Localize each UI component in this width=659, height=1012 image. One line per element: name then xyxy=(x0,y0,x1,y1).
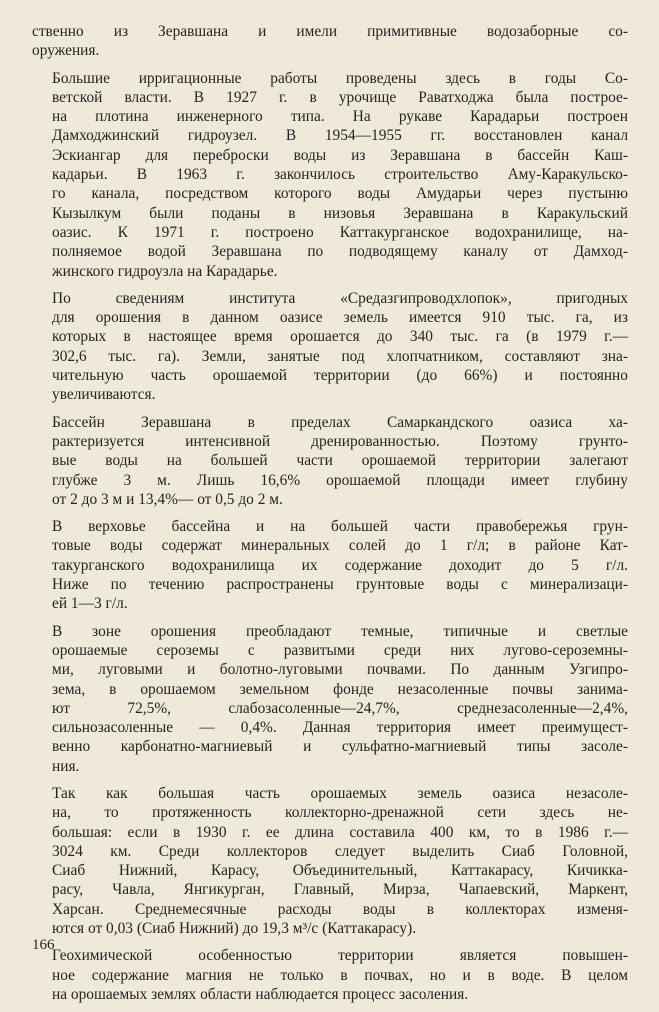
text-line: которых в настоящее время орошается до 340 тыс. га (в 1979 г.— xyxy=(52,328,628,346)
text-line: ют 72,5%, слабозасоленные—24,7%, среднезасоленные—2,4%, xyxy=(52,699,628,717)
paragraph xyxy=(32,289,628,405)
text-line: от 2 до 3 м и 13,4%— от 0,5 до 2 м. xyxy=(52,490,283,508)
text-line: такурганского водохранилища их содержание доходит до 5 г/л. xyxy=(52,556,628,574)
text-line: вые воды на большей части орошаемой территории залегают xyxy=(52,452,628,470)
text-line: на, то протяженность коллекторно-дренажной сети здесь не- xyxy=(52,804,628,822)
text-line: глубже 3 м. Лишь 16,6% орошаемой площади имеет глубину xyxy=(52,471,628,489)
paragraph xyxy=(32,622,628,776)
page-body xyxy=(32,22,628,1012)
text-line: ное содержание магния не только в почвах, но и в воде. В целом xyxy=(52,966,628,984)
text-line: 3024 км. Среди коллекторов следует выделить Сиаб Головной, xyxy=(52,842,628,860)
text-line: на орошаемых землях области наблюдается процесс засоления. xyxy=(52,985,469,1003)
paragraph xyxy=(32,946,628,1004)
text-line: расу, Чавла, Янгикурган, Главный, Мирза, Чапаевский, Маркент, xyxy=(52,881,628,899)
text-line: ственно из Зеравшана и имели примитивные водозаборные со- xyxy=(32,23,628,40)
paragraph xyxy=(32,69,628,281)
paragraph xyxy=(32,22,628,61)
text-line: товые воды содержат минеральных солей до 1 г/л; в районе Кат- xyxy=(52,537,628,555)
text-line: Большие ирригационные работы проведены здесь в годы Со- xyxy=(52,69,628,87)
text-line: рактеризуется интенсивной дренированностью. Поэтому грунто- xyxy=(52,432,628,450)
text-line: орошаемые сероземы с развитыми среди них лугово-сероземны- xyxy=(52,641,628,659)
text-line: В верховье бассейна и на большей части правобережья грун- xyxy=(52,518,628,536)
text-line: зема, в орошаемом земельном фонде незасоленные почвы занима- xyxy=(52,680,628,698)
text-line: Геохимической особенностью территории является повышен- xyxy=(52,947,628,965)
text-line: Бассейн Зеравшана в пределах Самаркандского оазиса ха- xyxy=(52,413,628,431)
text-line: для орошения в данном оазисе земель имеется 910 тыс. га, из xyxy=(52,309,628,327)
text-line: Дамходжинский гидроузел. В 1954—1955 гг. восстановлен канал xyxy=(52,127,628,145)
text-line: жинского гидроузла на Карадарье. xyxy=(52,262,278,280)
text-line: на плотина инженерного типа. На рукаве Карадарьи построен xyxy=(52,108,628,126)
text-line: ния. xyxy=(52,757,80,775)
text-line: чительную часть орошаемой территории (до 66%) и постоянно xyxy=(52,367,628,385)
paragraph xyxy=(32,413,628,509)
text-line: ются от 0,03 (Сиаб Нижний) до 19,3 м³/с (Каттакарасу). xyxy=(52,920,417,938)
text-line: Кызылкум были поданы в низовья Зеравшана в Каракульский xyxy=(52,204,628,222)
text-line: большая: если в 1930 г. ее длина составила 400 км, то в 1986 г.— xyxy=(52,823,628,841)
text-line: Так как большая часть орошаемых земель оазиса незасоле- xyxy=(52,784,628,802)
text-line: кадарьи. В 1963 г. закончилось строительство Аму-Каракульско- xyxy=(52,166,628,184)
text-line: 302,6 тыс. га). Земли, занятые под хлопчатником, составляют зна- xyxy=(52,347,628,365)
text-line: ветской власти. В 1927 г. в урочище Раватходжа была построе- xyxy=(52,88,628,106)
text-line: полняемое водой Зеравшана по подводящему каналу от Дамход- xyxy=(52,243,628,261)
text-line: Харсан. Среднемесячные расходы воды в коллекторах изменя- xyxy=(52,900,628,918)
paragraph xyxy=(32,517,628,613)
text-line: го канала, посредством которого воды Амударьи через пустыню xyxy=(52,185,628,203)
text-line: оружения. xyxy=(32,42,100,60)
text-line: сильнозасоленные — 0,4%. Данная территория имеет преимущест- xyxy=(52,719,628,737)
text-line: По сведениям института «Средазгипроводхлопок», пригодных xyxy=(52,289,628,307)
text-line: ей 1—3 г/л. xyxy=(52,595,128,613)
text-line: увеличиваются. xyxy=(52,386,156,404)
page-number: 166 xyxy=(32,937,55,953)
text-line: Ниже по течению распространены грунтовые воды с минерализаци- xyxy=(52,576,628,594)
text-line: Сиаб Нижний, Карасу, Объединительный, Каттакарасу, Кичикка- xyxy=(52,862,628,880)
text-line: оазис. К 1971 г. построено Каттакурганское водохранилище, на- xyxy=(52,223,628,241)
paragraph xyxy=(32,784,628,938)
text-line: ми, луговыми и болотно-луговыми почвами. По данным Узгипро- xyxy=(52,661,628,679)
text-line: В зоне орошения преобладают темные, типичные и светлые xyxy=(52,622,628,640)
text-line: венно карбонатно-магниевый и сульфатно-магниевый типы засоле- xyxy=(52,738,628,756)
text-line: Эскиангар для переброски воды из Зеравшана в бассейн Каш- xyxy=(52,146,628,164)
